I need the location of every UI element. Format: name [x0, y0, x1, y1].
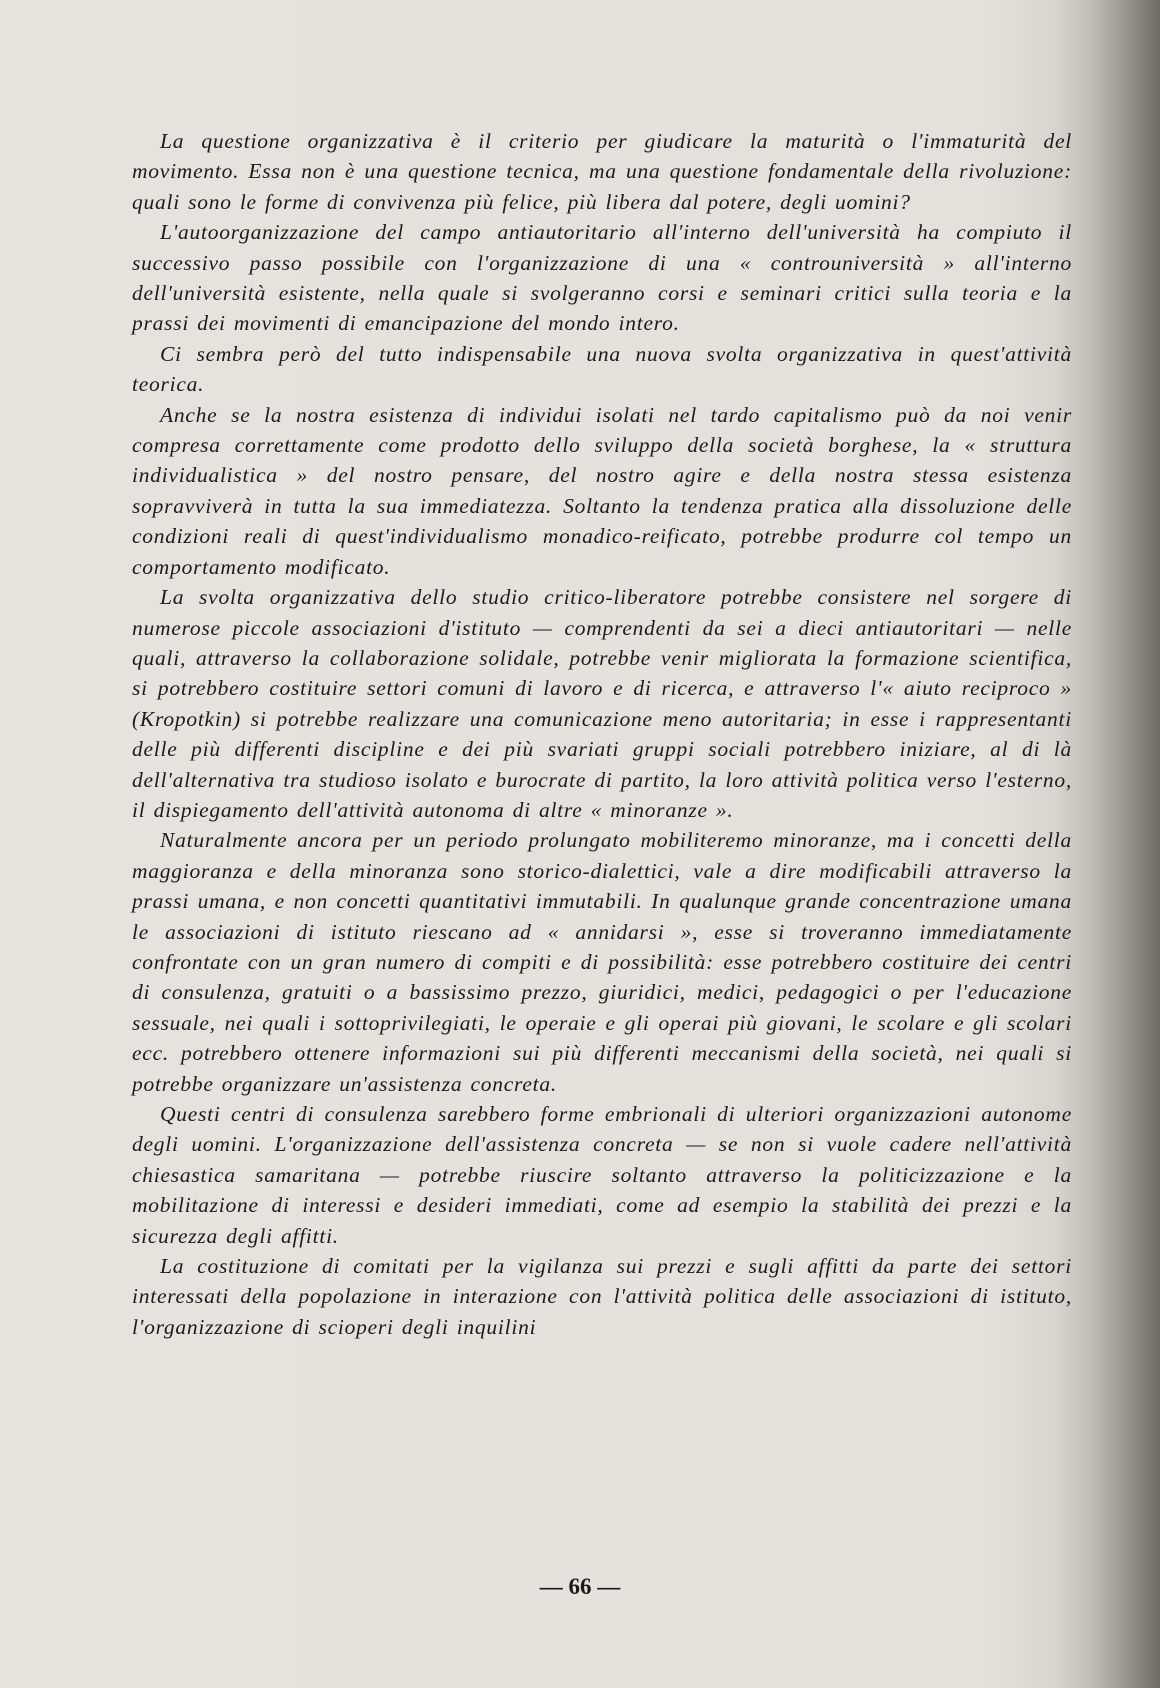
paragraph: Ci sembra però del tutto indispensabile una nuova svolta organizzativa in quest'attività teorica. — [132, 341, 1072, 397]
paragraph: Anche se la nostra esistenza di individui isolati nel tardo capitalismo può da noi venir compresa correttamente come prodotto dello sviluppo della società borghese, la « struttura individualistica » del nostro pensare, del nostro agire e della nostra stessa esistenza sopravviverà in tutta la sua immediatezza. Soltanto la tendenza pratica alla dissoluzione delle condizioni reali di quest'individualismo monadico-reificato, potrebbe produrre col tempo un comportamento modificato. — [132, 402, 1072, 579]
page-number: — 66 — — [539, 1574, 621, 1599]
paragraph: L'autoorganizzazione del campo antiautoritario all'interno dell'università ha compiuto il successivo passo possibile con l'organizzazione di una « controuniversità » all'interno dell'università esistente, nella quale si svolgeranno corsi e seminari critici sulla teoria e la prassi dei movimenti di emancipazione del mondo intero. — [132, 220, 1072, 336]
paragraph: La svolta organizzativa dello studio critico-liberatore potrebbe consistere nel sorgere di numerose piccole associazioni d'istituto — comprendenti da sei a dieci antiautoritari — nelle quali, attraverso la collaborazione solidale, potrebbe venir migliorata la formazione scientifica, si potrebbero costituire settori comuni di lavoro e di ricerca, e attraverso l'« aiuto reciproco » (Kropotkin) si potrebbe realizzare una comunicazione meno autoritaria; in esse i rappresentanti delle più differenti discipline e dei più svariati gruppi sociali potrebbero iniziare, al di là dell'alternativa tra studioso isolato e burocrate di partito, la loro attività politica verso l'esterno, il dispiegamento dell'attività autonoma di altre « minoranze ». — [132, 585, 1072, 822]
body-text — [132, 126, 1072, 1342]
paragraph: La questione organizzativa è il criterio per giudicare la maturità o l'immaturità del movimento. Essa non è una questione tecnica, ma una questione fondamentale della rivoluzione: quali sono le forme di convivenza più felice, più libera dal potere, degli uomini? — [132, 129, 1072, 214]
paragraph: Naturalmente ancora per un periodo prolungato mobiliteremo minoranze, ma i concetti della maggioranza e della minoranza sono storico-dialettici, vale a dire modificabili attraverso la prassi umana, e non concetti quantitativi immutabili. In qualunque grande concentrazione umana le associazioni di istituto riescano ad « annidarsi », esse si troveranno immediatamente confrontate con un gran numero di compiti e di possibilità: esse potrebbero costituire dei centri di consulenza, gratuiti o a bassissimo prezzo, giuridici, medici, pedagogici o per l'educazione sessuale, nei quali i sottoprivilegiati, le operaie e gli operai più giovani, le scolare e gli scolari ecc. potrebbero ottenere informazioni sui più differenti meccanismi della società, nei quali si potrebbe organizzare un'assistenza concreta. — [132, 828, 1072, 1096]
paragraph: La costituzione di comitati per la vigilanza sui prezzi e sugli affitti da parte dei settori interessati della popolazione in interazione con l'attività politica delle associazioni di istituto, l'organizzazione di scioperi degli inquilini — [132, 1254, 1072, 1339]
paragraph: Questi centri di consulenza sarebbero forme embrionali di ulteriori organizzazioni autonome degli uomini. L'organizzazione dell'assistenza concreta — se non si vuole cadere nell'attività chiesastica samaritana — potrebbe riuscire soltanto attraverso la politicizzazione e la mobilitazione di interessi e desideri immediati, come ad esempio la stabilità dei prezzi e la sicurezza degli affitti. — [132, 1102, 1072, 1248]
